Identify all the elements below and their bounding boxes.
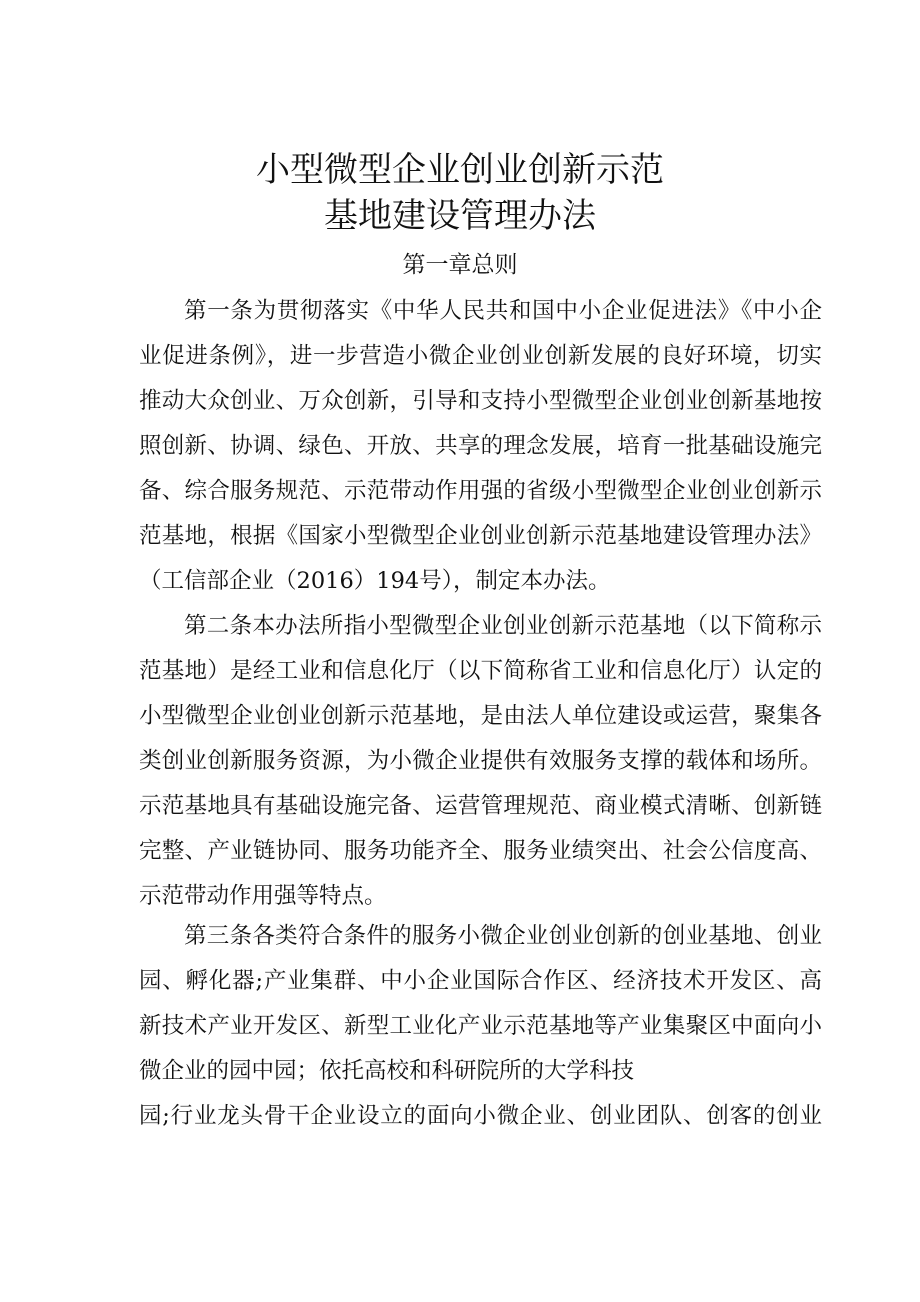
body-line: 类创业创新服务资源，为小微企业提供有效服务支撑的载体和场所。 [139, 748, 822, 774]
body-line: 范基地，根据《国家小型微型企业创业创新示范基地建设管理办法》 [139, 523, 822, 549]
body-line: 新技术产业开发区、新型工业化产业示范基地等产业集聚区中面向小 [139, 1013, 822, 1039]
body-line: 第二条本办法所指小型微型企业创业创新示范基地（以下简称示 [184, 613, 822, 639]
body-line: 小型微型企业创业创新示范基地，是由法人单位建设或运营，聚集各 [139, 703, 822, 729]
body-line: 示范基地具有基础设施完备、运营管理规范、商业模式清晰、创新链 [139, 793, 822, 819]
body-line: 示范带动作用强等特点。 [139, 883, 387, 909]
body-line: 照创新、协调、绿色、开放、共享的理念发展，培育一批基础设施完 [139, 433, 822, 459]
body-line: 微企业的园中园；依托高校和科研院所的大学科技 [139, 1058, 635, 1084]
body-line: 第一条为贯彻落实《中华人民共和国中小企业促进法》《中小企 [184, 298, 822, 324]
body-line: 园、孵化器;产业集群、中小企业国际合作区、经济技术开发区、高 [139, 968, 822, 994]
document-title-line-1: 小型微型企业创业创新示范 [256, 150, 664, 190]
body-line: 完整、产业链协同、服务功能齐全、服务业绩突出、社会公信度高、 [139, 838, 822, 864]
body-line: 第三条各类符合条件的服务小微企业创业创新的创业基地、创业 [184, 923, 822, 949]
body-line: 推动大众创业、万众创新，引导和支持小型微型企业创业创新基地按 [139, 388, 822, 414]
body-line: 园;行业龙头骨干企业设立的面向小微企业、创业团队、创客的创业 [139, 1103, 822, 1129]
chapter-heading: 第一章总则 [402, 252, 518, 278]
body-line: 业促进条例》，进一步营造小微企业创业创新发展的良好环境，切实 [139, 343, 822, 369]
body-line: 备、综合服务规范、示范带动作用强的省级小型微型企业创业创新示 [139, 478, 822, 504]
document-title-line-2: 基地建设管理办法 [324, 196, 596, 236]
body-line: （工信部企业（2016）194号），制定本办法。 [139, 568, 611, 594]
body-line: 范基地）是经工业和信息化厅（以下简称省工业和信息化厅）认定的 [139, 658, 822, 684]
